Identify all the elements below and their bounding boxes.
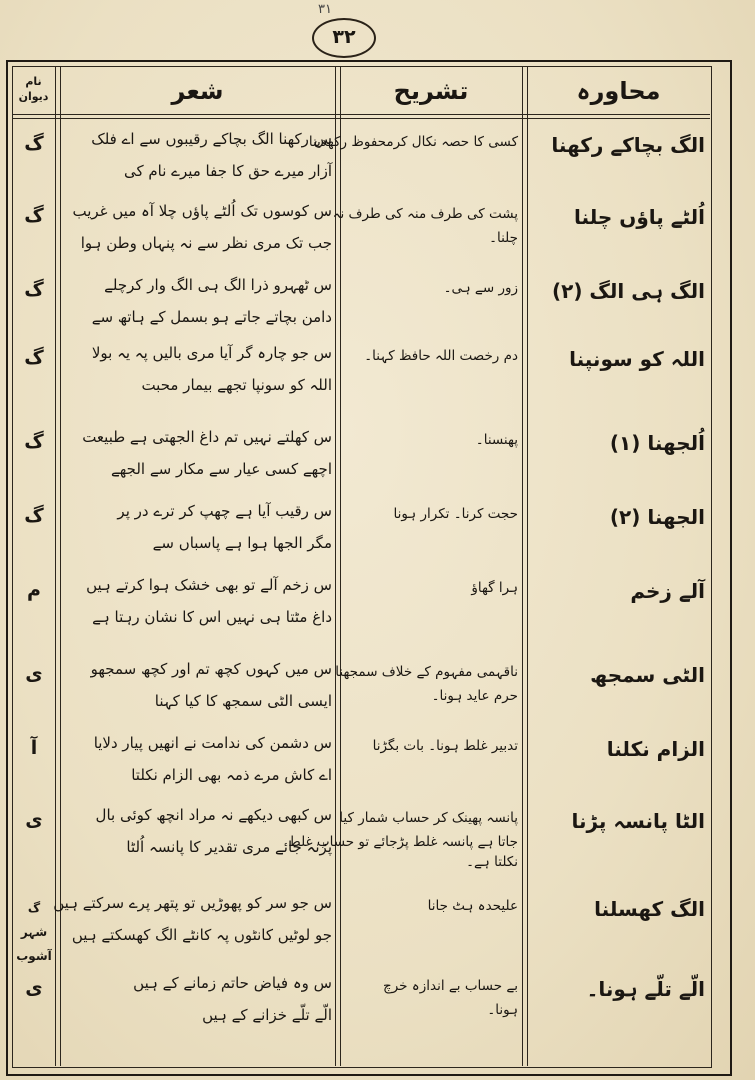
diwan-cell: گ: [24, 431, 44, 453]
muhawara-cell: الگ بچاکے رکھنا: [551, 133, 705, 157]
sher-line: س دشمن کی ندامت نے انھیں پیار دلایا: [93, 734, 332, 752]
column-divider: [55, 66, 56, 1066]
diwan-cell: گ: [24, 279, 44, 301]
column-divider: [60, 66, 61, 1066]
sher-line: اچھے کسی عیار سے مکار سے الجھے: [110, 460, 332, 478]
sher-line: س وہ فیاض حاتم زمانے کے ہیں: [133, 974, 332, 992]
muhawara-cell: الٹی سمجھ: [590, 663, 705, 687]
sher-line: س جو چارہ گر آیا مری بالیں پہ یہ بولا: [91, 344, 332, 362]
page-number: ۳۲: [312, 18, 376, 58]
tashreeh-line: پھنسنا۔: [475, 432, 518, 448]
tashreeh-line: حرم عاید ہونا۔: [431, 688, 518, 704]
header-divider: [12, 114, 710, 115]
muhawara-cell: اللہ کو سونپنا: [569, 347, 705, 371]
sher-line: س کوسوں تک اُلٹے پاؤں چلا آہ میں غریب: [72, 202, 332, 220]
muhawara-cell: الجھنا (۲): [609, 505, 705, 529]
tashreeh-line: زور سے ہی۔: [443, 280, 518, 296]
muhawara-cell: اُلٹے پاؤں چلنا: [574, 205, 705, 229]
muhawara-cell: الگ ہی الگ (۲): [551, 279, 705, 303]
sher-line: س کبھی دیکھے نہ مراد انچھ کوئی بال: [95, 806, 332, 824]
header-muhawara: محاورہ: [576, 77, 661, 105]
muhawara-cell: اُلجھنا (۱): [609, 431, 705, 455]
tashreeh-line: علیحدہ ہٹ جانا: [427, 898, 518, 914]
tashreeh-line: چلنا۔: [489, 230, 518, 246]
diwan-cell: م: [27, 579, 41, 601]
sher-line: اللہ کو سونپا تجھے بیمار محبت: [141, 376, 332, 394]
sher-line: مگر الجھا ہوا ہے پاسباں سے: [152, 534, 332, 552]
sher-line: ایسی الٹی سمجھ کا کیا کہنا: [154, 692, 332, 710]
sher-line: الّے تلّے خزانے کے ہیں: [202, 1006, 332, 1024]
diwan-cell: گ شہر آشوب: [16, 901, 52, 963]
muhawara-cell: الٹا پانسہ پڑنا: [571, 809, 705, 833]
tashreeh-line: ناقہمی مفہوم کے خلاف سمجھنا: [335, 664, 518, 680]
column-divider: [527, 66, 528, 1066]
diwan-cell: ی: [25, 977, 43, 999]
tashreeh-line: تدبیر غلط ہونا۔ بات بگڑنا: [372, 738, 518, 754]
sher-line: س ٹھہرو ذرا الگ ہی الگ وار کرچلے: [104, 276, 332, 294]
header-divider-double: [12, 118, 710, 119]
diwan-cell: گ: [24, 505, 44, 527]
tashreeh-line: نکلتا ہے۔: [466, 854, 518, 870]
header-diwan: نام دیوان: [18, 75, 49, 103]
sher-line: پڑنہ جائے مری تقدیر کا پانسہ اُلٹا: [126, 838, 332, 856]
header-sher: شعر: [171, 77, 224, 105]
muhawara-cell: الزام نکلنا: [606, 737, 705, 761]
sher-line: س رکھنا الگ بچاکے رقیبوں سے اے فلک: [91, 130, 332, 148]
sher-line: آزار میرے حق کا جفا میرے نام کی: [123, 162, 332, 180]
sher-line: جو لوٹیں کانٹوں پہ کانٹے الگ کھسکتے ہیں: [71, 926, 332, 944]
diwan-cell: گ: [24, 347, 44, 369]
sher-line: اے کاش مرے ذمہ بھی الزام نکلتا: [131, 766, 332, 784]
sher-line: دامن بچاتے جاتے ہو بسمل کے ہاتھ سے: [91, 308, 332, 326]
tashreeh-line: جاتا ہے پانسہ غلط پڑجائے تو حساب غلط: [288, 834, 518, 850]
tashreeh-line: ہرا گھاؤ: [471, 580, 518, 596]
tashreeh-line: بے حساب بے اندازہ خرچ: [383, 978, 518, 994]
muhawara-cell: الّے تلّے ہونا۔: [586, 977, 705, 1001]
tashreeh-line: کسی کا حصہ نکال کرمحفوظ رکھدینا: [308, 134, 518, 150]
tashreeh-line: پشت کی طرف منہ کی طرف نہ: [332, 206, 518, 222]
diwan-cell: گ: [24, 133, 44, 155]
diwan-cell: آ: [30, 737, 38, 759]
diwan-cell: ی: [25, 809, 43, 831]
corner-page-mark: ۳۱: [318, 2, 332, 17]
diwan-cell: ی: [25, 663, 43, 685]
sher-line: س کھلتے نہیں تم داغ الجھتی ہے طبیعت: [82, 428, 332, 446]
tashreeh-line: حجت کرنا۔ تکرار ہونا: [393, 506, 518, 522]
sher-line: جب تک مری نظر سے نہ پنہاں وطن ہوا: [80, 234, 332, 252]
sher-line: س زخم آلے تو بھی خشک ہوا کرتے ہیں: [86, 576, 332, 594]
muhawara-cell: الگ کھسلنا: [594, 897, 705, 921]
tashreeh-line: ہونا۔: [487, 1002, 518, 1018]
sher-line: داغ مٹتا ہی نہیں اس کا نشان رہتا ہے: [92, 608, 332, 626]
tashreeh-line: دم رخصت اللہ حافظ کہنا۔: [364, 348, 518, 364]
header-tashreeh: تشریح: [393, 77, 469, 105]
tashreeh-line: پانسہ پھینک کر حساب شمار کیا: [339, 810, 518, 826]
sher-line: س جو سر کو پھوڑیں تو پتھر پرے سرکتے ہیں: [53, 894, 332, 912]
muhawara-cell: آلے زخم: [630, 579, 705, 603]
sher-line: س میں کہوں کچھ تم اور کچھ سمجھو: [90, 660, 332, 678]
column-divider: [522, 66, 523, 1066]
diwan-cell: گ: [24, 205, 44, 227]
sher-line: س رقیب آیا ہے چھپ کر ترے در پر: [117, 502, 332, 520]
